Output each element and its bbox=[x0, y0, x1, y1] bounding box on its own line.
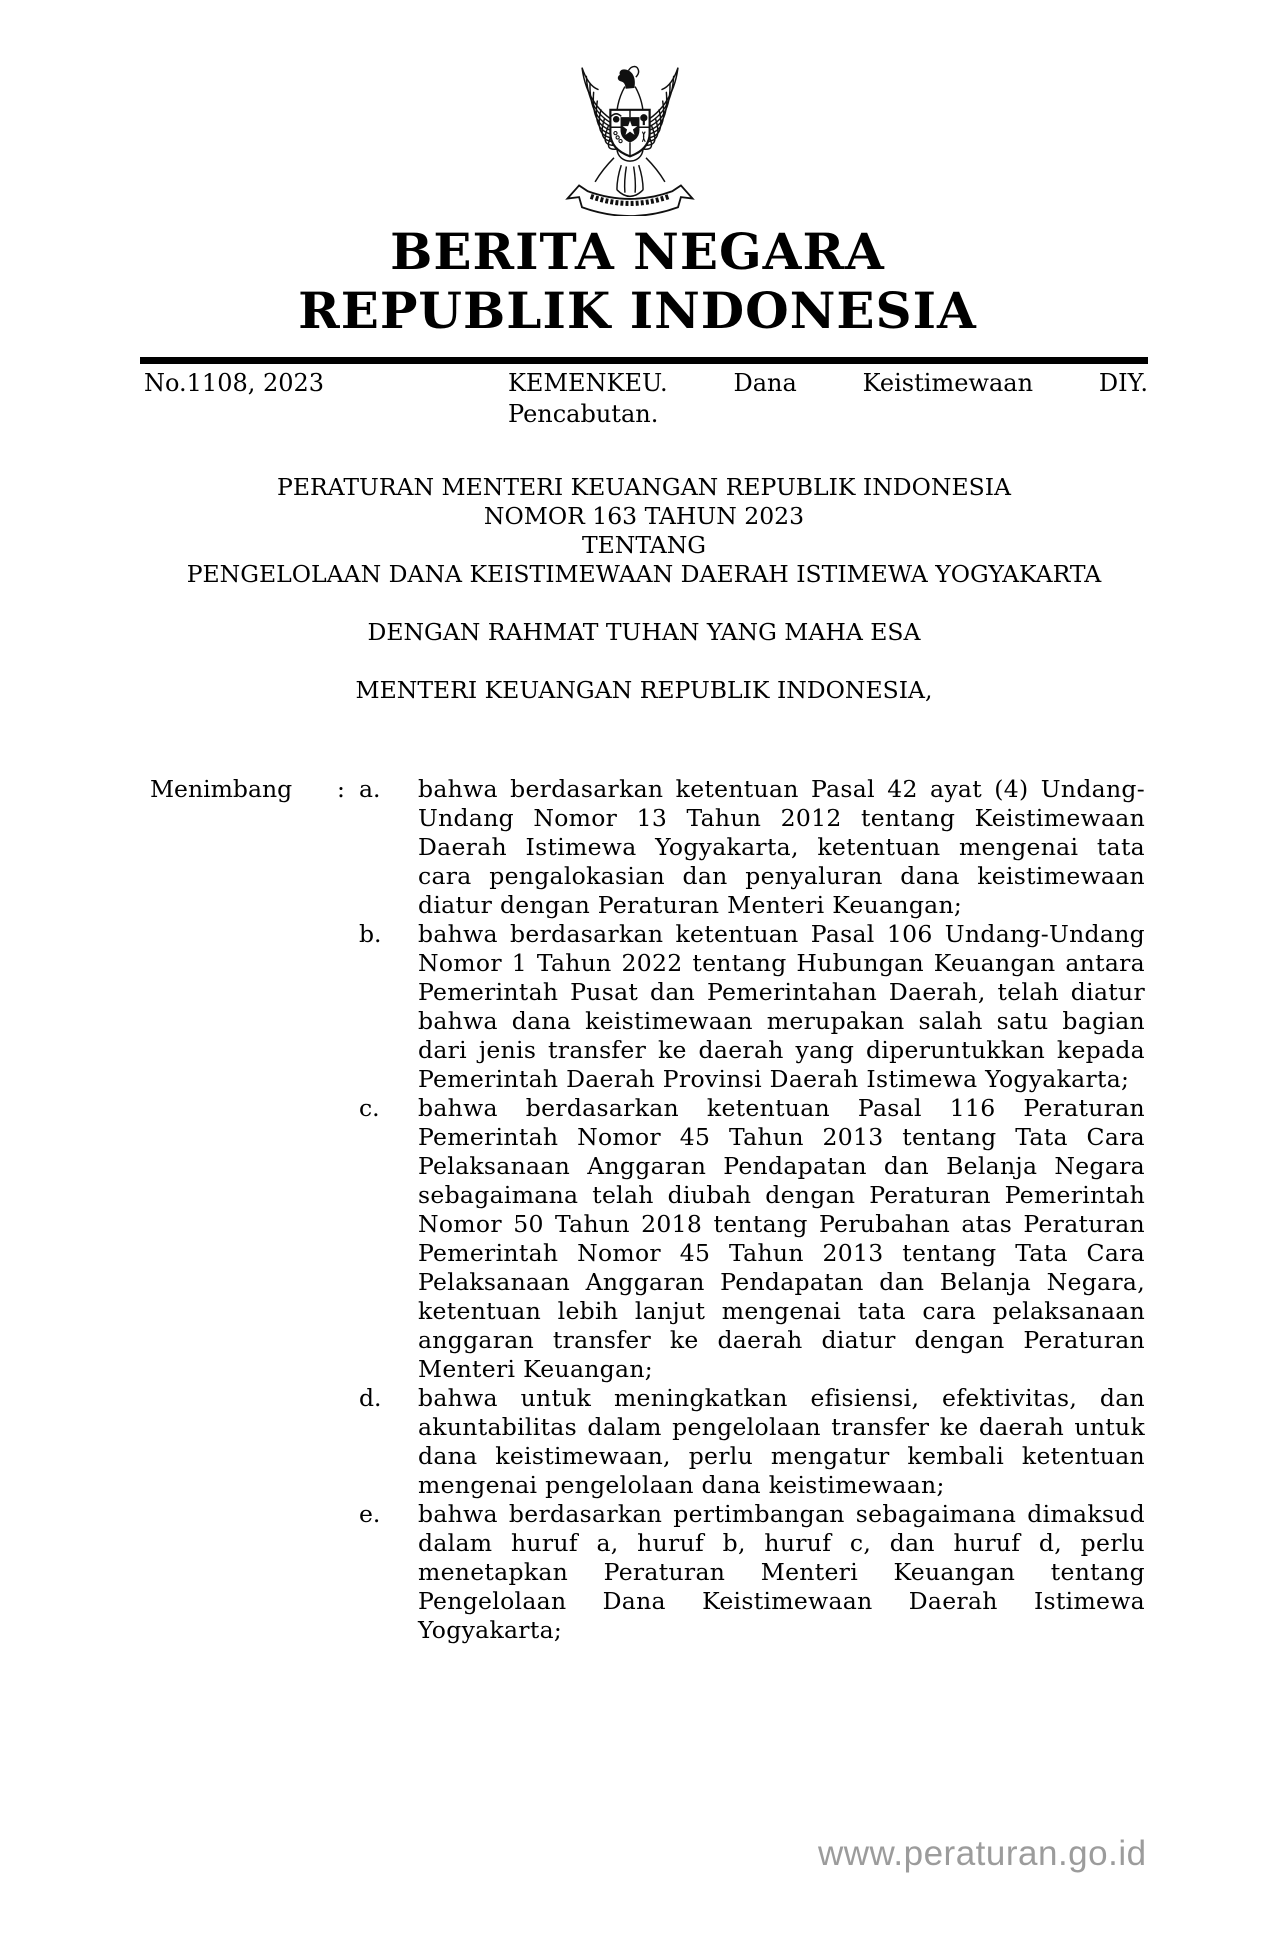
garuda-pancasila-icon bbox=[557, 56, 703, 218]
authority-line: MENTERI KEUANGAN REPUBLIK INDONESIA, bbox=[355, 676, 933, 704]
considerations-label: Menimbang bbox=[150, 775, 293, 803]
regulation-title-line2: NOMOR 163 TAHUN 2023 bbox=[483, 502, 805, 530]
consideration-item bbox=[359, 1094, 1145, 1384]
consideration-item bbox=[359, 1384, 1145, 1500]
subject-word: KEMENKEU. bbox=[508, 369, 668, 397]
consideration-marker: b. bbox=[359, 920, 382, 948]
regulation-title-line3: TENTANG bbox=[581, 531, 707, 559]
consideration-text: bahwa berdasarkan ketentuan Pasal 42 ayat (4) Undang-Undang Nomor 13 Tahun 2012 tentang Keistimewaan Daerah Istimewa Yogyakarta, ketentuan mengenai tata cara pengalokasian dan penyaluran dana keistimewaan diatur dengan Peraturan Menteri Keuangan; bbox=[418, 775, 1145, 919]
consideration-text: bahwa berdasarkan ketentuan Pasal 106 Undang-Undang Nomor 1 Tahun 2022 tentang Hubungan Keuangan antara Pemerintah Pusat dan Pemerintahan Daerah, telah diatur bahwa dana keistimewaan merupakan salah satu bagian dari jenis transfer ke daerah yang diperuntukkan kepada Pemerintah Daerah Provinsi Daerah Istimewa Yogyakarta; bbox=[418, 920, 1145, 1093]
consideration-marker: a. bbox=[359, 775, 381, 803]
considerations-colon: : bbox=[337, 775, 345, 803]
subject-word: DIY. bbox=[1098, 369, 1148, 397]
regulation-title-line4: PENGELOLAAN DANA KEISTIMEWAAN DAERAH ISTIMEWA YOGYAKARTA bbox=[186, 560, 1102, 588]
consideration-marker: c. bbox=[359, 1094, 380, 1122]
consideration-marker: d. bbox=[359, 1384, 382, 1412]
considerations-section bbox=[150, 775, 1145, 1645]
consideration-marker: e. bbox=[359, 1500, 381, 1528]
subject-classification-line1 bbox=[508, 368, 1148, 399]
masthead-rule bbox=[140, 357, 1148, 364]
subject-classification-line2: Pencabutan. bbox=[508, 400, 659, 428]
subject-word: Keistimewaan bbox=[862, 369, 1034, 397]
masthead-title-line1: BERITA NEGARA bbox=[390, 222, 885, 281]
consideration-text: bahwa berdasarkan pertimbangan sebagaimana dimaksud dalam huruf a, huruf b, huruf c, dan huruf d, perlu menetapkan Peraturan Menteri Keuangan tentang Pengelolaan Dana Keistimewaan Daerah Istimewa Yogyakarta; bbox=[418, 1500, 1145, 1644]
regulation-title-block bbox=[140, 473, 1148, 705]
regulation-title-line1: PERATURAN MENTERI KEUANGAN REPUBLIK INDONESIA bbox=[277, 473, 1011, 501]
subject-word: Dana bbox=[733, 369, 797, 397]
consideration-text: bahwa untuk meningkatkan efisiensi, efektivitas, dan akuntabilitas dalam pengelolaan transfer ke daerah untuk dana keistimewaan, perlu mengatur kembali ketentuan mengenai pengelolaan dana keistimewaan; bbox=[418, 1384, 1145, 1499]
invocation-line: DENGAN RAHMAT TUHAN YANG MAHA ESA bbox=[367, 618, 921, 646]
considerations-list bbox=[359, 775, 1145, 1645]
subject-classification bbox=[508, 368, 1148, 430]
issue-number: No.1108, 2023 bbox=[144, 369, 325, 397]
consideration-text: bahwa berdasarkan ketentuan Pasal 116 Peraturan Pemerintah Nomor 45 Tahun 2013 tentang Tata Cara Pelaksanaan Anggaran Pendapatan dan Belanja Negara sebagaimana telah diubah dengan Peraturan Pemerintah Nomor 50 Tahun 2018 tentang Perubahan atas Peraturan Pemerintah Nomor 45 Tahun 2013 tentang Tata Cara Pelaksanaan Anggaran Pendapatan dan Belanja Negara, ketentuan lebih lanjut mengenai tata cara pelaksanaan anggaran transfer ke daerah diatur dengan Peraturan Menteri Keuangan; bbox=[418, 1094, 1145, 1383]
consideration-item bbox=[359, 920, 1145, 1094]
masthead-title bbox=[0, 222, 1275, 340]
masthead-title-line2: REPUBLIK INDONESIA bbox=[298, 281, 977, 340]
consideration-item bbox=[359, 775, 1145, 920]
footer-watermark-url: www.peraturan.go.id bbox=[818, 1834, 1147, 1873]
consideration-item bbox=[359, 1500, 1145, 1645]
